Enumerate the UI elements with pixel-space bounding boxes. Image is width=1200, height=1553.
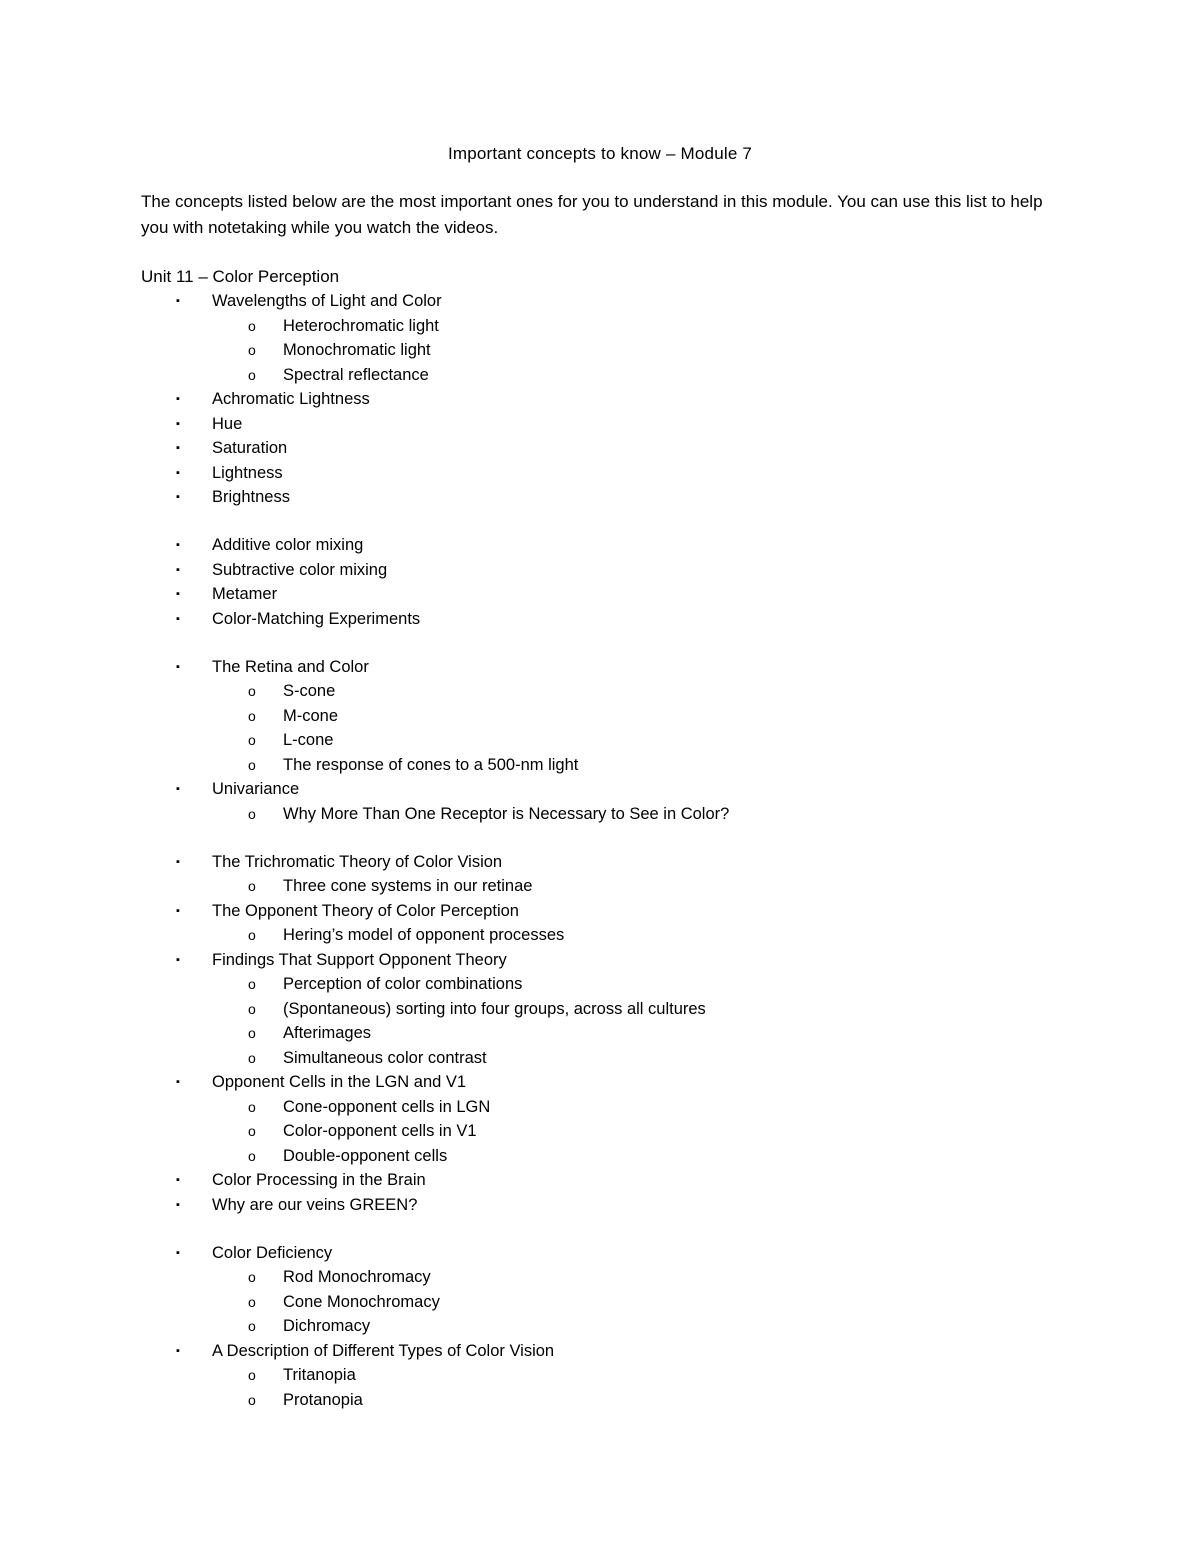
- outline-item-text: Why are our veins GREEN?: [212, 1195, 418, 1214]
- outline-item-text: The Opponent Theory of Color Perception: [212, 901, 519, 920]
- outline-subitem: [0, 363, 1200, 388]
- outline-item: [0, 485, 1200, 510]
- outline-item-text: Saturation: [212, 439, 288, 457]
- concept-outline: [0, 289, 1200, 1412]
- outline-subitem: [0, 1095, 1200, 1120]
- outline-item-text: Heterochromatic light: [283, 316, 439, 335]
- outline-item-text: Lightness: [212, 463, 283, 482]
- outline-item-text: The Trichromatic Theory of Color Vision: [212, 852, 503, 871]
- outline-item: [0, 1193, 1200, 1218]
- square-bullet-icon: ▪: [176, 855, 180, 868]
- outline-subitem: [0, 802, 1200, 827]
- circle-bullet-icon: o: [248, 927, 256, 943]
- circle-bullet-icon: o: [248, 317, 256, 334]
- outline-item-text: Wavelengths of Light and Color: [212, 292, 442, 310]
- outline-item: [0, 436, 1200, 461]
- outline-item-text: Dichromacy: [283, 1317, 371, 1335]
- outline-item-text: Metamer: [212, 585, 278, 603]
- outline-item-text: Subtractive color mixing: [212, 560, 388, 579]
- square-bullet-icon: ▪: [176, 1246, 180, 1259]
- square-bullet-icon: ▪: [176, 539, 180, 551]
- outline-item-text: Spectral reflectance: [283, 365, 429, 384]
- square-bullet-icon: ▪: [176, 393, 180, 405]
- page-title: Important concepts to know – Module 7: [447, 144, 753, 163]
- outline-subitem: [0, 753, 1200, 778]
- outline-item: [0, 289, 1200, 314]
- outline-item-text: Protanopia: [283, 1390, 363, 1409]
- circle-bullet-icon: o: [248, 976, 256, 992]
- square-bullet-icon: ▪: [176, 612, 180, 625]
- circle-bullet-icon: o: [248, 1318, 256, 1334]
- outline-item: [0, 461, 1200, 486]
- circle-bullet-icon: o: [248, 732, 256, 748]
- outline-subitem: [0, 923, 1200, 948]
- outline-subitem: [0, 1388, 1200, 1413]
- circle-bullet-icon: o: [248, 1293, 256, 1310]
- outline-item: [0, 607, 1200, 632]
- outline-subitem: [0, 1144, 1200, 1169]
- outline-item-text: Univariance: [212, 780, 300, 798]
- outline-subitem: [0, 1046, 1200, 1071]
- square-bullet-icon: ▪: [176, 563, 180, 576]
- outline-item-text: Double-opponent cells: [283, 1146, 448, 1165]
- outline-item-text: Hering’s model of opponent processes: [283, 926, 565, 944]
- outline-item-text: Cone-opponent cells in LGN: [283, 1097, 491, 1116]
- outline-item-text: Additive color mixing: [212, 536, 364, 554]
- circle-bullet-icon: o: [248, 1025, 256, 1041]
- outline-item-text: The response of cones to a 500-nm light: [283, 755, 579, 774]
- outline-item-text: Findings That Support Opponent Theory: [212, 950, 507, 969]
- outline-item-text: Color Deficiency: [212, 1243, 333, 1262]
- square-bullet-icon: ▪: [176, 953, 180, 966]
- outline-item: [0, 850, 1200, 875]
- outline-item: [0, 1241, 1200, 1266]
- square-bullet-icon: ▪: [176, 442, 180, 454]
- outline-item-text: Three cone systems in our retinae: [283, 877, 533, 895]
- outline-item-text: A Description of Different Types of Color Vision: [212, 1341, 555, 1360]
- circle-bullet-icon: o: [248, 1367, 256, 1383]
- circle-bullet-icon: o: [248, 342, 256, 358]
- outline-item-text: Why More Than One Receptor is Necessary to See in Color?: [283, 804, 730, 823]
- intro-paragraph: The concepts listed below are the most important ones for you to understand in this module. You can use this list to help you with notetaking while you watch the videos.: [141, 192, 1043, 237]
- outline-item-text: Tritanopia: [283, 1366, 356, 1384]
- outline-item-text: Rod Monochromacy: [283, 1268, 431, 1286]
- circle-bullet-icon: o: [248, 756, 256, 773]
- outline-subitem: [0, 1314, 1200, 1339]
- outline-item: [0, 777, 1200, 802]
- outline-subitem: [0, 314, 1200, 339]
- outline-item: [0, 655, 1200, 680]
- outline-item-text: Simultaneous color contrast: [283, 1048, 487, 1067]
- square-bullet-icon: ▪: [176, 1344, 180, 1357]
- outline-item: [0, 948, 1200, 973]
- square-bullet-icon: ▪: [176, 491, 180, 503]
- outline-item-text: Perception of color combinations: [283, 975, 523, 993]
- circle-bullet-icon: o: [248, 1269, 256, 1285]
- circle-bullet-icon: o: [248, 878, 256, 894]
- square-bullet-icon: ▪: [176, 660, 180, 673]
- square-bullet-icon: ▪: [176, 783, 180, 795]
- outline-subitem: [0, 1021, 1200, 1046]
- circle-bullet-icon: o: [248, 683, 256, 699]
- outline-item-text: (Spontaneous) sorting into four groups, across all cultures: [283, 999, 706, 1018]
- outline-item: [0, 582, 1200, 607]
- outline-subitem: [0, 679, 1200, 704]
- outline-subitem: [0, 728, 1200, 753]
- outline-item: [0, 387, 1200, 412]
- outline-subitem: [0, 1265, 1200, 1290]
- outline-item-text: Achromatic Lightness: [212, 390, 370, 408]
- circle-bullet-icon: o: [248, 1049, 256, 1066]
- outline-subitem: [0, 874, 1200, 899]
- unit-heading: Unit 11 – Color Perception: [141, 267, 340, 286]
- outline-item-text: Color Processing in the Brain: [212, 1171, 426, 1189]
- outline-item-text: The Retina and Color: [212, 657, 369, 676]
- circle-bullet-icon: o: [248, 366, 256, 383]
- outline-subitem: [0, 1363, 1200, 1388]
- outline-subitem: [0, 972, 1200, 997]
- outline-item: [0, 558, 1200, 583]
- outline-item: [0, 533, 1200, 558]
- outline-subitem: [0, 338, 1200, 363]
- square-bullet-icon: ▪: [176, 295, 180, 307]
- circle-bullet-icon: o: [248, 707, 256, 724]
- square-bullet-icon: ▪: [176, 417, 180, 430]
- circle-bullet-icon: o: [248, 805, 256, 822]
- outline-item-text: Brightness: [212, 488, 290, 506]
- outline-item: [0, 1168, 1200, 1193]
- outline-subitem: [0, 1290, 1200, 1315]
- outline-subitem: [0, 1119, 1200, 1144]
- outline-item-text: Color-Matching Experiments: [212, 609, 421, 628]
- square-bullet-icon: ▪: [176, 1198, 180, 1211]
- outline-item-text: Color-opponent cells in V1: [283, 1122, 477, 1140]
- outline-item: [0, 412, 1200, 437]
- outline-item-text: Monochromatic light: [283, 341, 431, 359]
- square-bullet-icon: ▪: [176, 466, 180, 479]
- outline-item: [0, 1339, 1200, 1364]
- circle-bullet-icon: o: [248, 1147, 256, 1164]
- circle-bullet-icon: o: [248, 1098, 256, 1115]
- outline-item-text: Opponent Cells in the LGN and V1: [212, 1073, 467, 1091]
- outline-subitem: [0, 704, 1200, 729]
- outline-subitem: [0, 997, 1200, 1022]
- outline-item-text: Hue: [212, 414, 243, 433]
- outline-item-text: Afterimages: [283, 1024, 372, 1042]
- outline-item: [0, 899, 1200, 924]
- outline-item-text: L-cone: [283, 731, 334, 749]
- circle-bullet-icon: o: [248, 1000, 256, 1017]
- square-bullet-icon: ▪: [176, 588, 180, 600]
- outline-item-text: M-cone: [283, 706, 339, 725]
- square-bullet-icon: ▪: [176, 1174, 180, 1186]
- outline-item-text: S-cone: [283, 682, 336, 700]
- outline-item-text: Cone Monochromacy: [283, 1292, 440, 1311]
- square-bullet-icon: ▪: [176, 904, 180, 917]
- outline-item: [0, 1070, 1200, 1095]
- square-bullet-icon: ▪: [176, 1076, 180, 1088]
- circle-bullet-icon: o: [248, 1391, 256, 1408]
- circle-bullet-icon: o: [248, 1123, 256, 1139]
